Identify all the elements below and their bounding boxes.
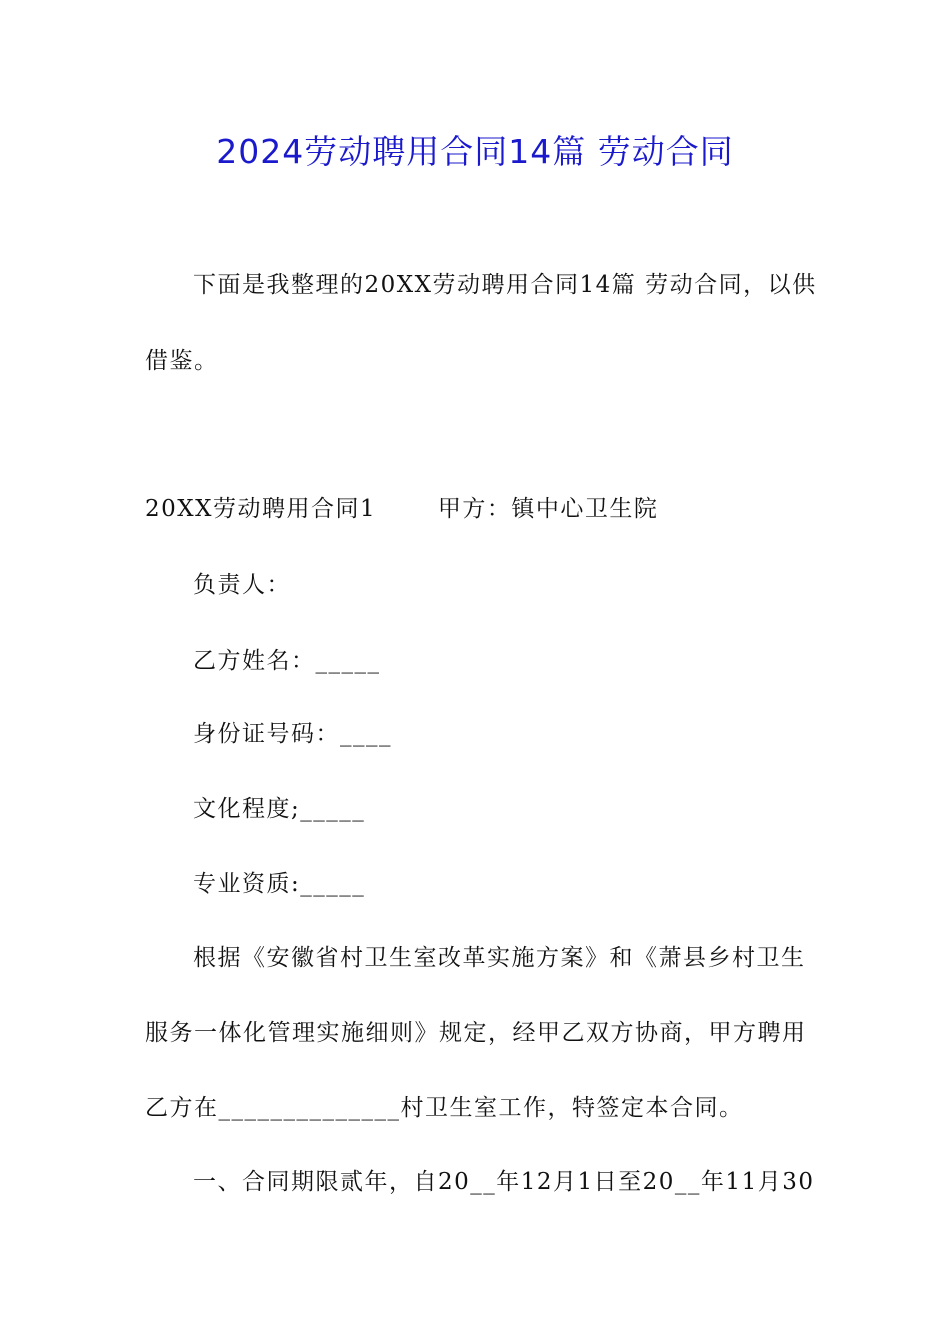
document-title: 2024劳动聘用合同14篇 劳动合同 bbox=[216, 132, 734, 171]
id-number-field: 身份证号码：____ bbox=[193, 721, 392, 747]
intro-line-1: 下面是我整理的20XX劳动聘用合同14篇 劳动合同，以供 bbox=[193, 272, 817, 298]
paragraph-line-1: 根据《安徽省村卫生室改革实施方案》和《萧县乡村卫生 bbox=[193, 945, 806, 971]
responsible-person-field: 负责人： bbox=[193, 572, 291, 598]
paragraph-line-3: 乙方在______________村卫生室工作，特签定本合同。 bbox=[145, 1095, 744, 1121]
education-field: 文化程度;_____ bbox=[193, 796, 366, 822]
intro-line-2: 借鉴。 bbox=[145, 348, 219, 374]
contract-term-line: 一、合同期限贰年，自20__年12月1日至20__年11月30 bbox=[193, 1169, 815, 1195]
paragraph-line-2: 服务一体化管理实施细则》规定，经甲乙双方协商，甲方聘用 bbox=[145, 1020, 807, 1046]
section-heading: 20XX劳动聘用合同1 甲方：镇中心卫生院 bbox=[145, 496, 659, 522]
party-b-name-field: 乙方姓名：_____ bbox=[193, 648, 381, 674]
qualification-field: 专业资质:_____ bbox=[193, 871, 366, 897]
